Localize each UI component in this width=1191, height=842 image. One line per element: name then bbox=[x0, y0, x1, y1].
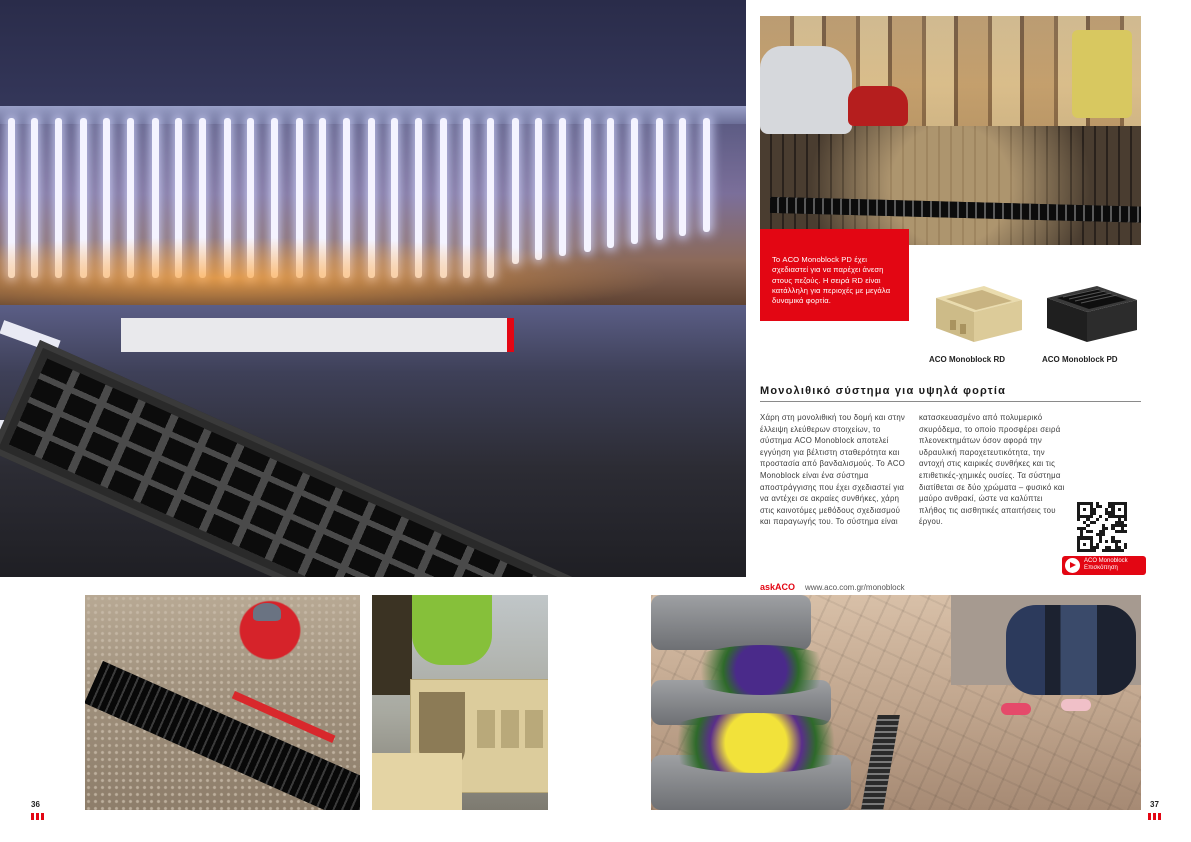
qr-module bbox=[1099, 505, 1102, 508]
heading-divider bbox=[760, 401, 1141, 402]
worker-cap bbox=[253, 603, 281, 621]
sneaker bbox=[1001, 703, 1031, 715]
sneaker bbox=[1061, 699, 1091, 711]
qr-module bbox=[1086, 524, 1089, 527]
parked-car bbox=[848, 86, 908, 126]
video-button-title: ACO Monoblock bbox=[1084, 558, 1128, 564]
street-light-glow bbox=[0, 230, 746, 310]
monoblock-pd-image bbox=[1041, 284, 1141, 344]
purple-flowers bbox=[681, 645, 841, 695]
led-stripe bbox=[607, 118, 614, 248]
qr-module bbox=[1083, 543, 1086, 546]
qr-code[interactable] bbox=[1077, 502, 1127, 552]
led-stripe bbox=[679, 118, 686, 236]
qr-module bbox=[1077, 518, 1080, 521]
title-banner-placeholder bbox=[121, 318, 507, 352]
planter bbox=[651, 595, 811, 650]
led-stripe bbox=[656, 118, 663, 240]
qr-module bbox=[1099, 515, 1102, 518]
page-marker-right bbox=[1148, 813, 1161, 820]
monoblock-channel-front bbox=[372, 753, 462, 810]
hero-photo-illuminated-stadium bbox=[0, 0, 746, 577]
qr-module bbox=[1105, 518, 1108, 521]
qr-module bbox=[1121, 549, 1124, 552]
page-number-right: 37 bbox=[1150, 800, 1159, 809]
machinery bbox=[372, 595, 412, 695]
body-paragraph: κατασκευασμένο από πολυμερικό σκυρόδεμα, το οποίο προσφέρει σειρά πλεονεκτημάτων όσον αφορά την υδραυλική παροχετευτικότητα, την αντοχή στις καιρικές συνθήκες και τις επιθετικές-χημικές ουσίες. Τα σύστημα διατίθεται σε δύο χρώματα – φυσικό και μαύρο ανθρακί, ώστε να καλύπτει πλήθος τις αισθητικές απαιτήσεις του έργου. bbox=[919, 413, 1065, 527]
qr-module bbox=[1118, 508, 1121, 511]
product-label-pd: ACO Monoblock PD bbox=[1042, 355, 1118, 364]
title-banner-accent bbox=[507, 318, 514, 352]
body-text-column-2 bbox=[919, 412, 1071, 528]
page-marker-left bbox=[31, 813, 44, 820]
photo-wet-cobblestone-street bbox=[760, 16, 1141, 245]
qr-module bbox=[1093, 521, 1096, 524]
qr-module bbox=[1118, 540, 1121, 543]
red-caption-text: Το ACO Monoblock PD έχει σχεδιαστεί για να παρέχει άνεση στους πεζούς. Η σειρά RD είναι κατάλληλη για περιοχές με μεγάλα δυναμικά φορτία. bbox=[772, 255, 891, 306]
photo-monoblock-lifting bbox=[372, 595, 548, 810]
monoblock-rd-image bbox=[926, 284, 1026, 344]
askaco-url-link[interactable]: www.aco.com.gr/monoblock bbox=[805, 583, 905, 592]
yellow-flowers bbox=[651, 713, 861, 773]
led-stripe bbox=[703, 118, 710, 232]
hi-vis-jacket bbox=[412, 595, 492, 665]
delivery-truck bbox=[1072, 30, 1132, 118]
cobblestones bbox=[760, 126, 1141, 245]
qr-module bbox=[1090, 515, 1093, 518]
video-button-subtitle: Επισκόπηση bbox=[1084, 565, 1118, 571]
qr-module bbox=[1096, 518, 1099, 521]
section-heading: Μονολιθικό σύστημα για υψηλά φορτία bbox=[760, 385, 1007, 397]
seated-people bbox=[1006, 605, 1136, 695]
photo-worker-installing-channel bbox=[85, 595, 360, 810]
qr-module bbox=[1124, 518, 1127, 521]
qr-module bbox=[1105, 527, 1108, 530]
led-stripe bbox=[631, 118, 638, 244]
photo-pedestrian-street-planters bbox=[651, 595, 1141, 810]
qr-module bbox=[1102, 533, 1105, 536]
qr-module bbox=[1105, 540, 1108, 543]
body-paragraph: Χάρη στη μονολιθική του δομή και στην έλλειψη ελεύθερων στοιχείων, το σύστημα ACO Monoblock αποτελεί εγγύηση για βέλτιστη σταθερότητα και προστασία από βανδαλισμούς. Το ACO Monoblock είναι ένα σύστημα αποστράγγισης που έχει σχεδιαστεί για να αντέχει σε ακραίες συνθήκες, χάρη στις καινοτόμες μεθόδους σχεδιασμού και παραγωγής του. Το σύστημα είναι bbox=[760, 413, 906, 527]
product-label-rd: ACO Monoblock RD bbox=[929, 355, 1005, 364]
video-overview-button[interactable] bbox=[1062, 556, 1146, 575]
page-number-left: 36 bbox=[31, 800, 40, 809]
body-text-column-1 bbox=[760, 412, 908, 528]
parked-car bbox=[760, 46, 852, 134]
red-caption-box bbox=[760, 229, 909, 321]
qr-module bbox=[1090, 530, 1093, 533]
qr-module bbox=[1083, 508, 1086, 511]
qr-module bbox=[1124, 530, 1127, 533]
askaco-brand: askACO bbox=[760, 582, 796, 592]
qr-module bbox=[1093, 511, 1096, 514]
qr-module bbox=[1093, 549, 1096, 552]
qr-module bbox=[1124, 546, 1127, 549]
qr-module bbox=[1099, 540, 1102, 543]
qr-module bbox=[1096, 546, 1099, 549]
play-icon bbox=[1065, 558, 1080, 573]
qr-module bbox=[1124, 524, 1127, 527]
